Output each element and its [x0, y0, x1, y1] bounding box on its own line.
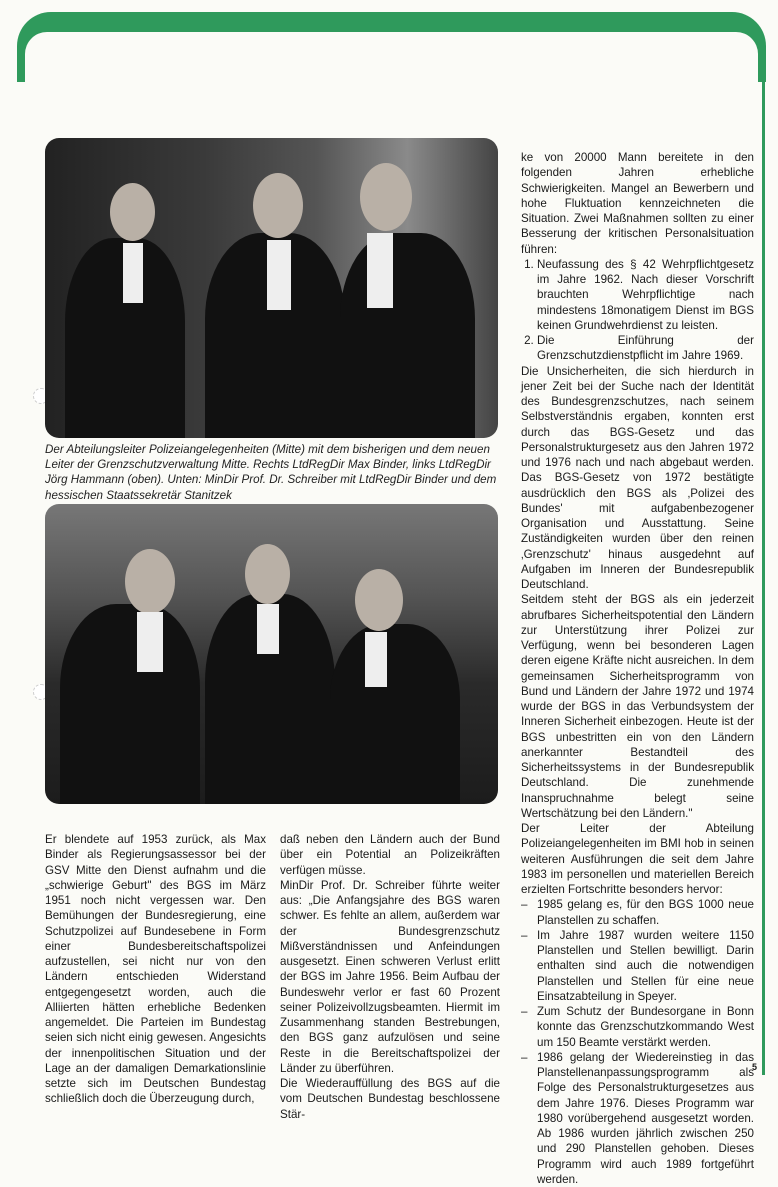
text-column-right [521, 150, 754, 1187]
bullet-list [521, 897, 754, 1187]
paragraph: Die Unsicherheiten, die sich hierdurch in jener Zeit bei der Suche nach der Identität des Bundesgrenzschutzes, nach seinem Selbstverständnis ergaben, konnten erst durch das BGS-Gesetz und das Personalstrukturgesetz aus den Jahren 1972 und 1976 nach und nach abgebaut werden. Das BGS-Gesetz von 1972 bestätigte ausdrücklich den BGS als ‚Polizei des Bundes' mit aufgabenbezogener Organisation und Ausstattung. Seine Zuständigkeiten wurden über den reinen ‚Grenzschutz' hinaus ausgedehnt auf Aufgaben im Inneren der Bundesrepublik Deutschland. [521, 364, 754, 591]
list-item: – Im Jahre 1987 wurden weitere 1150 Planstellen und Stellen bewilligt. Darin enthalten sind auch die notwendigen Planstellen und Stellen für eine neue Einsatzabteilung in Speyer. [537, 928, 754, 1004]
page-number: 5 [752, 1062, 758, 1072]
list-item: – Zum Schutz der Bundesorgane in Bonn konnte das Grenzschutzkommando West um 150 Beamte verstärkt werden. [537, 1004, 754, 1050]
photo-caption: Der Abteilungsleiter Polizeiangelegenheiten (Mitte) mit dem bisherigen und dem neuen Leiter der Grenzschutzverwaltung Mitte. Rechts LtdRegDir Max Binder, links LtdRegDir Jörg Hammann (oben). Unten: MinDir Prof. Dr. Schreiber mit LtdRegDir Binder und dem hessischen Staatssekretär Stanitzek [45, 443, 497, 502]
numbered-list [521, 257, 754, 364]
list-item: 1. Neufassung des § 42 Wehrpflichtgesetz im Jahre 1962. Nach dieser Vorschrift brauchten Wehrpflichtige nach mindestens 18monatigem Dienst im BGS keinen Grundwehrdienst zu leisten. [537, 257, 754, 333]
paragraph: Er blendete auf 1953 zurück, als Max Binder als Regierungsassessor bei der GSV Mitte den Dienst aufnahm und die „schwierige Geburt" des BGS im März 1951 noch nicht vergessen war. Den Bemühungen der Bundesregierung, eine Schutzpolizei auf Bundesebene in Form einer Bundesbereitschaftspolizei aufzustellen, sei nicht nur von den Ländern entschieden Widerstand entgegengesetzt worden, auch die Alliierten hätten erhebliche Bedenken angemeldet. Die Parteien im Bundestag seien sich nicht einig gewesen. Angesichts der innenpolitischen Situation und der Lage an der damaligen Demarkationslinie setzte sich im Deutschen Bundestag schließlich doch die Überzeugung durch, [45, 833, 266, 1106]
text-column-middle [280, 832, 500, 1122]
paragraph: daß neben den Ländern auch der Bund über ein Potential an Polizeikräften verfügen müsse. [280, 833, 500, 877]
list-item: 2. Die Einführung der Grenzschutzdienstpflicht im Jahre 1969. [537, 333, 754, 364]
paragraph: Die Wiederauffüllung des BGS auf die vom Deutschen Bundestag beschlossene Stär- [280, 1077, 500, 1121]
paragraph: Der Leiter der Abteilung Polizeiangelegenheiten im BMI hob in seinen weiteren Ausführungen die seit dem Jahre 1983 im personellen und materiellen Bereich erzielten Fortschritte besonders hervor: [521, 822, 754, 896]
paragraph: Seitdem steht der BGS als ein jederzeit abrufbares Sicherheitspotential den Ländern zur Unterstützung ihrer Polizei zur Verfügung, wenn bei besonderen Lagen deren eigene Kräfte nicht ausreichen. In dem gemeinsamen Sicherheitsprogramm von Bund und Ländern der Jahre 1972 und 1974 wurde der BGS in das Verbundsystem der Inneren Sicherheit einbezogen. Heute ist der BGS unbestritten ein von den Ländern anerkannter Bestandteil des Sicherheitssystems in der Bundesrepublik Deutschland. Die zunehmende Inanspruchnahme belegt seine Wertschätzung bei den Ländern." [521, 593, 754, 820]
list-item: – 1986 gelang der Wiedereinstieg in das Planstellenanpassungsprogramm als Folge des Personalstrukturgesetzes aus dem Jahre 1976. Dieses Programm war 1980 vorübergehend ausgesetzt worden. Ab 1986 wurden jährlich zwischen 250 und 290 Planstellen gehoben. Dieses Programm wird auch 1989 fortgeführt werden. [537, 1050, 754, 1187]
text-column-left [45, 832, 266, 1107]
photo-top-three-men [45, 138, 498, 438]
photo-bottom-three-men [45, 504, 498, 804]
list-item: – 1985 gelang es, für den BGS 1000 neue Planstellen zu schaffen. [537, 897, 754, 928]
paragraph: ke von 20000 Mann bereitete in den folgenden Jahren erhebliche Schwierigkeiten. Mangel an Bewerbern und hohe Fluktuation kennzeichneten die Situation. Zwei Maßnahmen sollten zu einer Besserung der kritischen Personalsituation führen: [521, 151, 754, 256]
green-frame-right [762, 60, 765, 1075]
paragraph: MinDir Prof. Dr. Schreiber führte weiter aus: „Die Anfangsjahre des BGS waren schwer. Es fehlte an allem, außerdem war der Bundesgrenzschutz Mißverständnissen und Anfeindungen ausgesetzt. Einen schweren Verlust erlitt der BGS im Jahre 1956. Beim Aufbau der Bundeswehr verlor er fast 60 Prozent seiner Polizeivollzugsbeamten. Hiermit im Zusammenhang standen Bestrebungen, den BGS ganz aufzulösen und seine Reste in die Bereitschaftspolizei der Länder zu überführen. [280, 878, 500, 1075]
